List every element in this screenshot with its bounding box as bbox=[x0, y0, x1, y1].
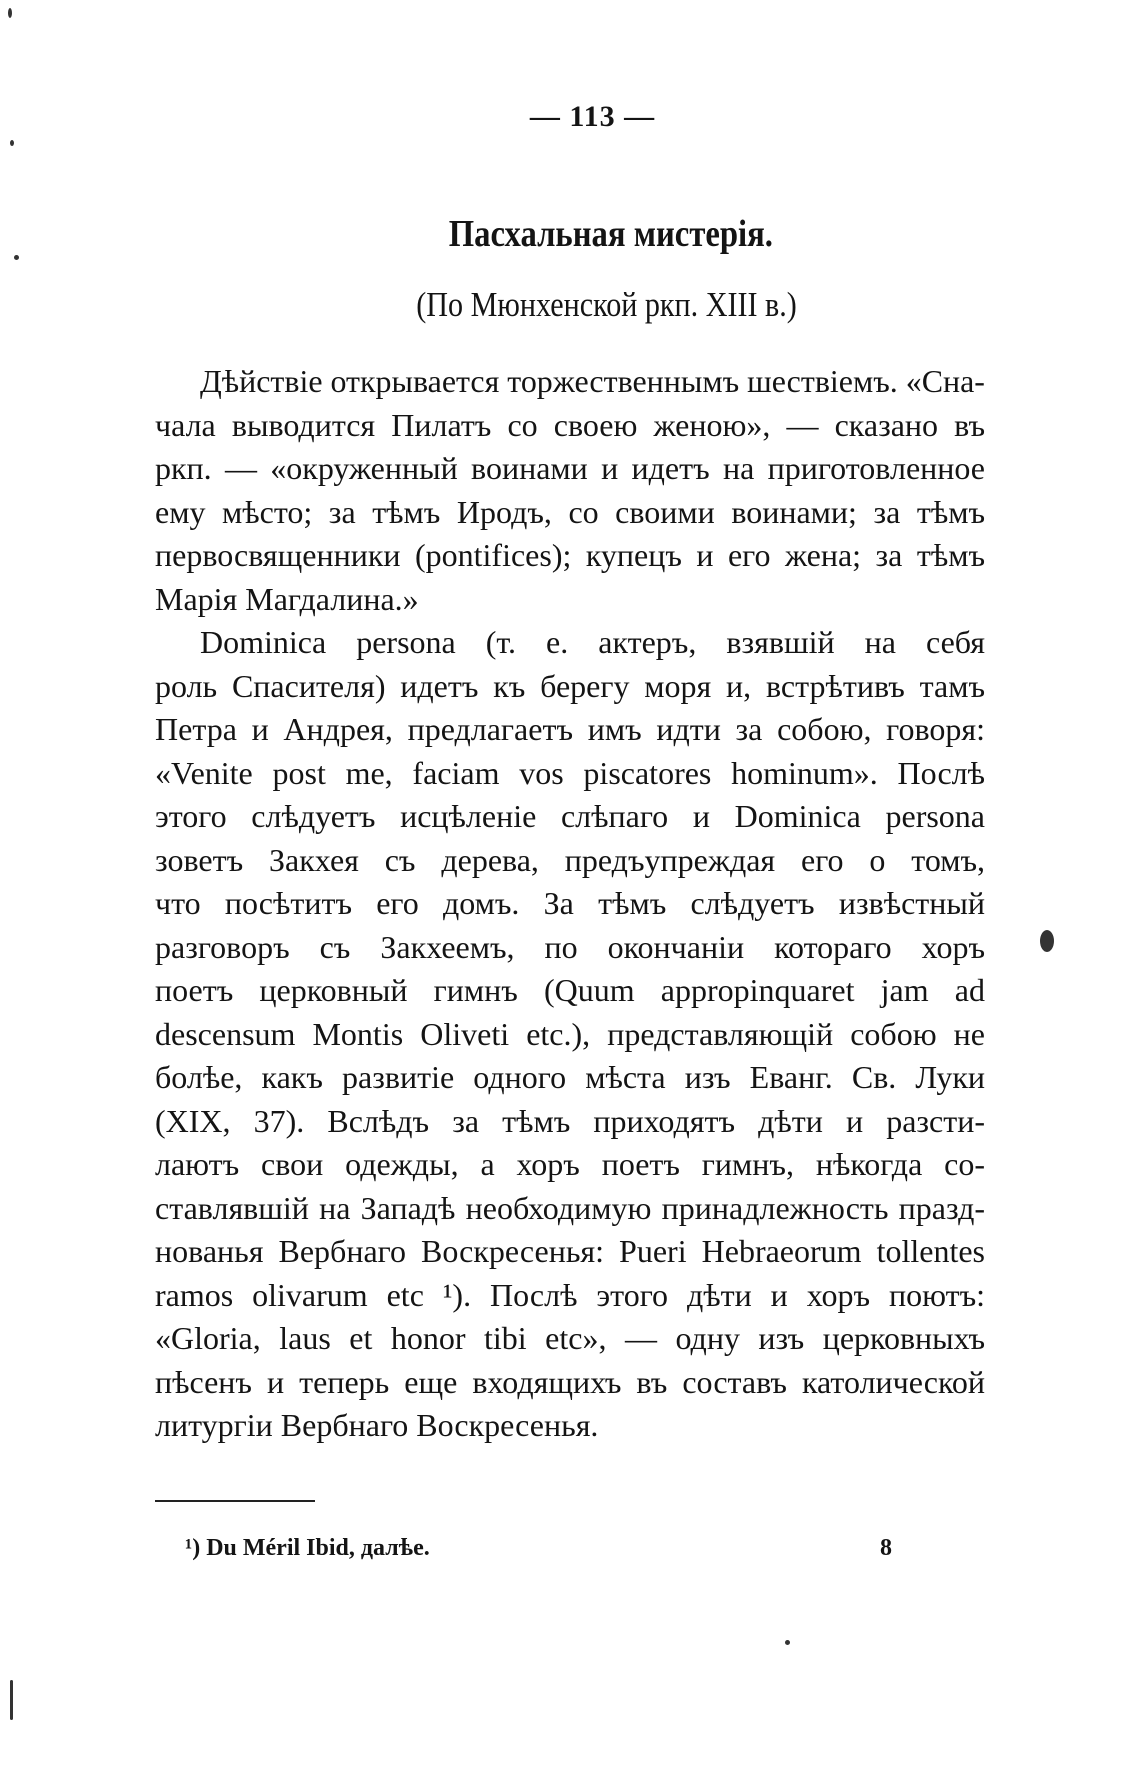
text-line: разговоръ съ Закхеемъ, по окончаніи котораго хоръ bbox=[155, 928, 985, 965]
paragraph-2 bbox=[155, 621, 985, 1448]
text-line: «Gloria, laus et honor tibi etc», — одну изъ церковныхъ bbox=[155, 1320, 985, 1356]
text-line: Марія Магдалина.» bbox=[155, 580, 419, 617]
text-line: первосвященники (pontifices); купецъ и его жена; за тѣмъ bbox=[155, 537, 985, 573]
text-line: ставлявшій на Западѣ необходимую принадлежность празд- bbox=[155, 1189, 985, 1226]
text-line: «Venite post me, faciam vos piscatores hominum». Послѣ bbox=[155, 754, 985, 791]
text-line: ramos olivarum etc ¹). Послѣ этого дѣти и хоръ поютъ: bbox=[155, 1276, 985, 1313]
text-line: ему мѣсто; за тѣмъ Иродъ, со своими воинами; за тѣмъ bbox=[155, 493, 985, 530]
text-line: (XIX, 37). Вслѣдъ за тѣмъ приходятъ дѣти и разсти- bbox=[155, 1102, 985, 1139]
text-line: поетъ церковный гимнъ (Quum appropinquaret jam ad bbox=[155, 972, 985, 1008]
text-line: болѣе, какъ развитіе одного мѣста изъ Еванг. Св. Луки bbox=[155, 1059, 985, 1095]
chapter-title: Пасхальная мистерія. bbox=[448, 213, 773, 255]
footnote: ¹) Du Méril Ibid, далѣе. bbox=[185, 1535, 430, 1561]
chapter-subtitle: (По Мюнхенской ркп. XIII в.) bbox=[416, 285, 797, 324]
scan-speck bbox=[10, 140, 14, 146]
text-line: литургіи Вербнаго Воскресенья. bbox=[155, 1407, 599, 1443]
page-number: — 113 — bbox=[529, 100, 656, 133]
scan-speck bbox=[785, 1640, 790, 1645]
text-line: чала выводится Пилатъ со своею женою», — сказано въ bbox=[155, 406, 985, 443]
text-line: роль Спасителя) идетъ къ берегу моря и, встрѣтивъ тамъ bbox=[155, 667, 985, 704]
scan-speck bbox=[8, 8, 12, 18]
text-line: этого слѣдуетъ исцѣленіе слѣпаго и Dominica persona bbox=[155, 798, 985, 834]
scan-speck bbox=[10, 1680, 13, 1720]
signature-mark: 8 bbox=[880, 1535, 892, 1561]
text-line: лаютъ свои одежды, а хоръ поетъ гимнъ, нѣкогда со- bbox=[155, 1146, 985, 1182]
text-line: зоветъ Закхея съ дерева, предъупреждая его о томъ, bbox=[155, 841, 985, 878]
scan-speck bbox=[14, 255, 19, 260]
text-line: Петра и Андрея, предлагаетъ имъ идти за собою, говоря: bbox=[155, 711, 985, 747]
paragraph-1 bbox=[155, 360, 985, 621]
text-line: ркп. — «окруженный воинами и идетъ на приготовленное bbox=[155, 450, 985, 486]
text-line: descensum Montis Oliveti etc.), представляющій собою не bbox=[155, 1015, 985, 1052]
text-line: что посѣтитъ его домъ. За тѣмъ слѣдуетъ извѣстный bbox=[155, 885, 985, 921]
text-line: нованья Вербнаго Воскресенья: Pueri Hebraeorum tollentes bbox=[155, 1233, 985, 1269]
text-line: пѣсенъ и теперь еще входящихъ въ составъ католической bbox=[155, 1363, 985, 1400]
footnote-divider bbox=[155, 1500, 315, 1502]
scan-speck bbox=[1040, 930, 1054, 952]
text-line: Дѣйствіе открывается торжественнымъ шествіемъ. «Сна- bbox=[199, 363, 985, 399]
text-line: Dominica persona (т. е. актеръ, взявшій на себя bbox=[200, 624, 985, 660]
